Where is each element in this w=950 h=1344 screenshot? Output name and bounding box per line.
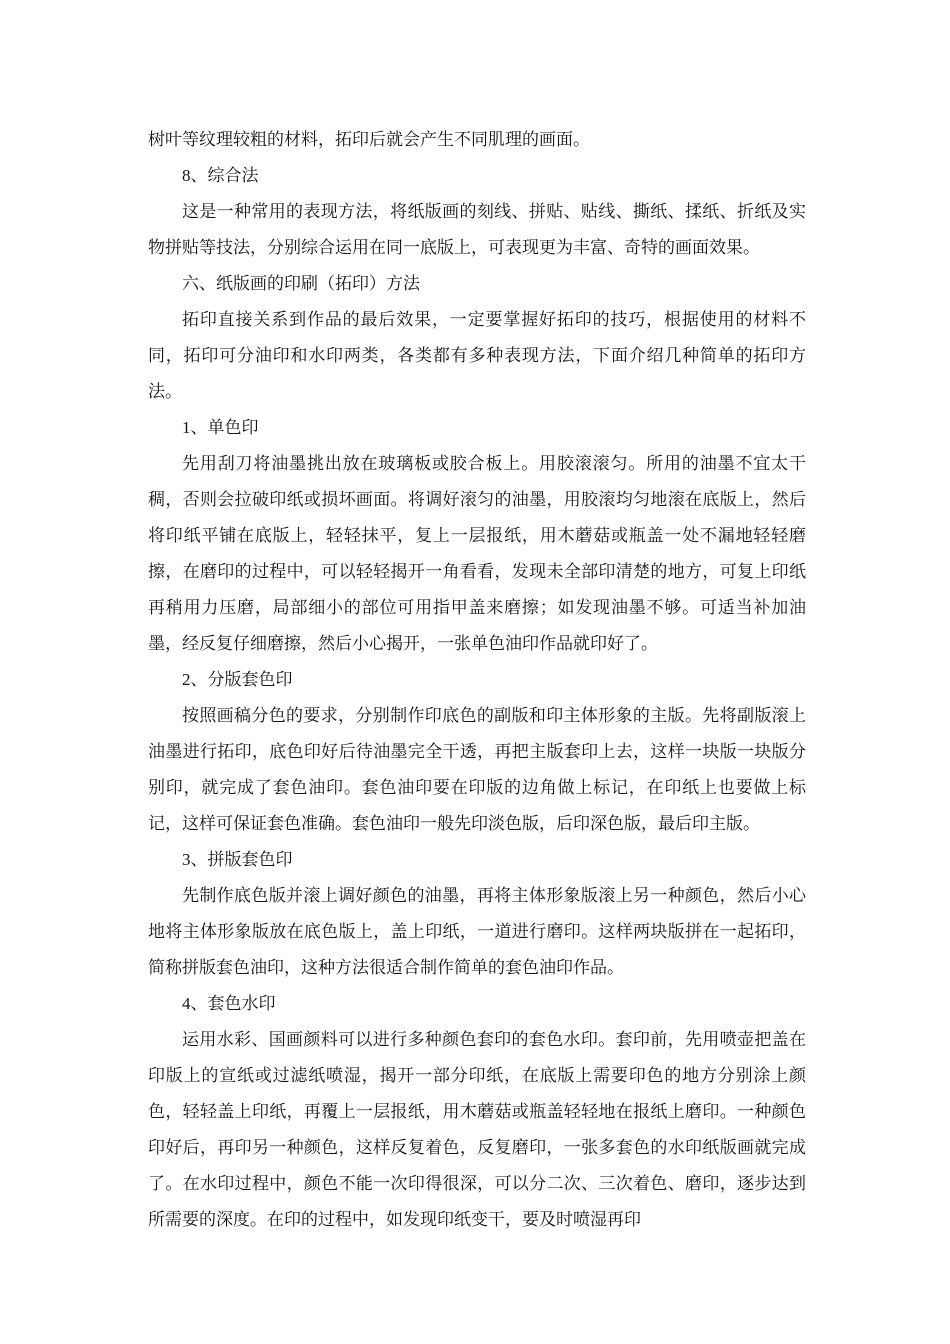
document-content [148,122,806,1238]
section-heading: 4、套色水印 [182,994,276,1013]
paragraph: 先制作底色版并滚上调好颜色的油墨，再将主体形象版滚上另一种颜色，然后小心地将主体形象版放在底色版上，盖上印纸，一道进行磨印。这样两块版拼在一起拓印，简称拼版套色油印，这种方法很适合制作简单的套色油印作品。 [148,886,806,977]
section-heading: 3、拼版套色印 [182,850,293,869]
paragraph: 树叶等纹理较粗的材料，拓印后就会产生不同肌理的画面。 [148,130,590,149]
paragraph: 先用刮刀将油墨挑出放在玻璃板或胶合板上。用胶滚滚匀。所用的油墨不宜太干稠，否则会拉破印纸或损坏画面。将调好滚匀的油墨，用胶滚均匀地滚在底版上，然后将印纸平铺在底版上，轻轻抹平，复上一层报纸，用木蘑菇或瓶盖一处不漏地轻轻磨擦，在磨印的过程中，可以轻轻揭开一角看看，发现未全部印清楚的地方，可复上印纸再稍用力压磨，局部细小的部位可用指甲盖来磨擦；如发现油墨不够。可适当补加油墨，经反复仔细磨擦，然后小心揭开，一张单色油印作品就印好了。 [148,454,806,653]
section-heading: 2、分版套色印 [182,670,293,689]
section-heading: 8、综合法 [182,166,259,185]
paragraph: 按照画稿分色的要求，分别制作印底色的副版和印主体形象的主版。先将副版滚上油墨进行拓印，底色印好后待油墨完全干透，再把主版套印上去，这样一块版一块版分别印，就完成了套色油印。套色油印要在印版的边角做上标记，在印纸上也要做上标记，这样可保证套色准确。套色油印一般先印淡色版，后印深色版，最后印主版。 [148,706,806,833]
section-heading: 1、单色印 [182,418,259,437]
section-heading: 六、纸版画的印刷（拓印）方法 [182,274,420,293]
paragraph: 运用水彩、国画颜料可以进行多种颜色套印的套色水印。套印前，先用喷壶把盖在印版上的宣纸或过滤纸喷湿，揭开一部分印纸，在底版上需要印色的地方分别涂上颜色，轻轻盖上印纸，再覆上一层报纸，用木蘑菇或瓶盖轻轻地在报纸上磨印。一种颜色印好后，再印另一种颜色，这样反复着色，反复磨印，一张多套色的水印纸版画就完成了。在水印过程中，颜色不能一次印得很深，可以分二次、三次着色、磨印，逐步达到所需要的深度。在印的过程中，如发现印纸变干，要及时喷湿再印 [148,1030,806,1229]
paragraph: 拓印直接关系到作品的最后效果，一定要掌握好拓印的技巧，根据使用的材料不同，拓印可分油印和水印两类，各类都有多种表现方法，下面介绍几种简单的拓印方法。 [148,310,806,401]
paragraph: 这是一种常用的表现方法，将纸版画的刻线、拼贴、贴线、撕纸、揉纸、折纸及实物拼贴等技法，分别综合运用在同一底版上，可表现更为丰富、奇特的画面效果。 [148,202,806,257]
